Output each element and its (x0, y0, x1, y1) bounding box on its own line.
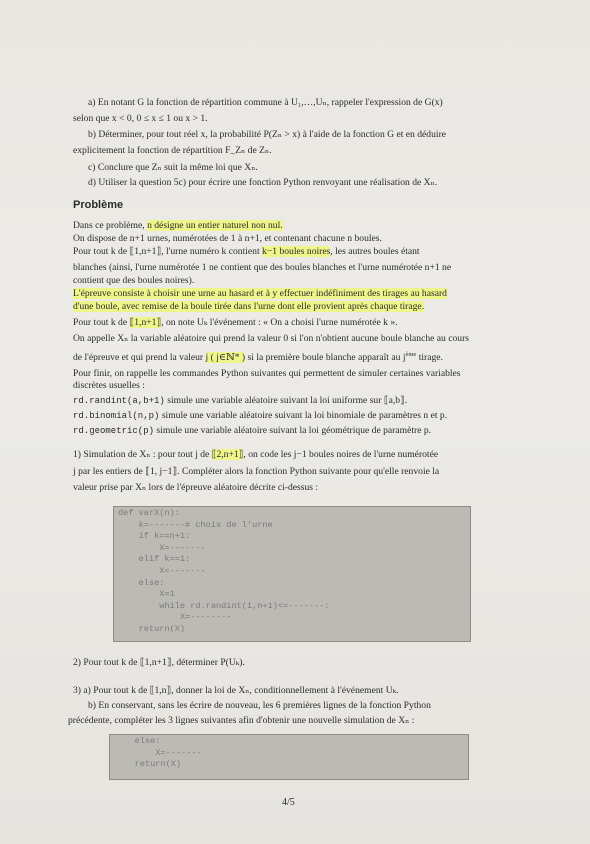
page-number: 4/5 (282, 797, 295, 808)
superscript-eme: ème (405, 351, 417, 358)
intro-line-3 (73, 245, 420, 259)
section-title: Problème (73, 199, 124, 211)
question-1-line-1 (73, 448, 438, 462)
intro-line-1-start: Dans ce problème, (73, 220, 148, 231)
question-4c: c) Conclure que Zₙ suit la même loi que Xₙ. (88, 162, 258, 173)
command-geometric-code: rd.geometric(p) (73, 426, 155, 436)
code-line: else: (114, 736, 161, 746)
command-binomial (73, 409, 447, 424)
code-new-simulation (114, 736, 202, 771)
intro-line-10-mid: si la première boule blanche apparaît au j (245, 352, 406, 364)
intro-line-10 (73, 348, 443, 365)
question-1-line-2: j par les entiers de ⟦1, j−1⟧. Compléter alors la fonction Python suivante pour qu'elle renvoie la (73, 466, 440, 477)
code-line: else: (118, 577, 165, 588)
intro-line-7 (73, 300, 424, 314)
highlight-interval-2: ⟦2,n+1⟧ (211, 449, 244, 460)
highlight-j: j ( j∈ℕ* ) (205, 352, 246, 364)
code-line: k=-------# choix de l'urne (118, 519, 273, 530)
intro-line-9: On appelle Xₙ la variable aléatoire qui prend la valeur 0 si l'on n'obtient aucune boule blanche au cours (73, 333, 470, 344)
code-line: X=------- (118, 565, 206, 576)
command-binomial-code: rd.binomial(n,p) (73, 411, 160, 421)
question-2: 2) Pour tout k de ⟦1,n+1⟧, déterminer P(Uₖ). (73, 657, 245, 668)
highlight-interval: ⟦1,n+1⟧ (129, 317, 162, 328)
intro-line-1 (73, 219, 283, 233)
question-4b: b) Déterminer, pour tout réel x, la probabilité P(Zₙ > x) à l'aide de la fonction G et en déduire (88, 129, 447, 140)
intro-line-2: On dispose de n+1 urnes, numérotées de 1 à n+1, et contenant chacune n boules. (73, 233, 382, 244)
intro-line-10-end: tirage. (416, 352, 443, 364)
highlight-black-balls: k−1 boules noires (262, 246, 331, 257)
code-line: X=-------- (118, 612, 232, 623)
command-randint-desc: simule une variable aléatoire suivant la loi uniforme sur ⟦a,b⟧. (164, 395, 408, 406)
code-line: while rd.randint(1,n+1)<=-------: (118, 600, 330, 611)
command-geometric-desc: simule une variable aléatoire suivant la loi géométrique de paramètre p. (154, 425, 432, 436)
question-4a: a) En notant G la fonction de répartition commune à U₁,…,Uₙ, rappeler l'expression de G(x) (88, 97, 443, 108)
highlight-n-definition: n désigne un entier naturel non nul. (147, 220, 283, 231)
code-line: if k==n+1: (118, 531, 191, 542)
code-line: def varX(n): (118, 508, 180, 518)
intro-line-3-end: , les autres boules étant (330, 246, 420, 257)
command-binomial-desc: simule une variable aléatoire suivant la loi binomiale de paramètres n et p. (159, 410, 448, 421)
intro-line-3-start: Pour tout k de ⟦1,n+1⟧, l'urne numéro k contient (73, 246, 263, 257)
intro-line-8 (73, 316, 398, 330)
intro-line-8-end: , on note Uₖ l'événement : « On a choisi l'urne numérotée k ». (161, 317, 398, 328)
intro-line-12: discrètes usuelles : (73, 380, 145, 391)
highlight-epreuve-1: L'épreuve consiste à choisir une urne au hasard et à y effectuer indéfiniment des tirages au hasard (73, 288, 447, 299)
question-3b-line-2: précédente, compléter les 3 lignes suivantes afin d'obtenir une nouvelle simulation de Xₙ : (68, 715, 415, 726)
question-1-start: 1) Simulation de Xₙ : pour tout j de (73, 449, 212, 460)
intro-line-4: blanches (ainsi, l'urne numérotée 1 ne contient que des boules blanches et l'urne numérotée n+1 ne (73, 262, 452, 273)
code-line: elif k==1: (118, 554, 191, 565)
intro-line-11: Pour finir, on rappelle les commandes Python suivantes qui permettent de simuler certaines variables (73, 368, 461, 379)
command-randint (73, 394, 407, 409)
code-varX (118, 508, 329, 636)
intro-line-6 (73, 287, 447, 301)
command-randint-code: rd.randint(a,b+1) (73, 396, 165, 406)
intro-line-8-start: Pour tout k de (73, 317, 130, 328)
code-line: return(X) (118, 623, 186, 634)
code-line: return(X) (114, 759, 182, 770)
code-line: X=1 (118, 589, 175, 600)
question-1-end: , on code les j−1 boules noires de l'urne numérotée (243, 449, 439, 460)
highlight-epreuve-2: d'une boule, avec remise de la boule tirée dans l'urne dont elle provient après chaque tirage. (73, 301, 425, 312)
question-3b-line-1: b) En conservant, sans les écrire de nouveau, les 6 premières lignes de la fonction Python (88, 700, 431, 711)
question-4d: d) Utiliser la question 5c) pour écrire une fonction Python renvoyant une réalisation de Xₙ. (88, 177, 438, 188)
question-3a: 3) a) Pour tout k de ⟦1,n⟧, donner la loi de Xₙ, conditionnellement à l'événement Uₖ. (73, 685, 399, 696)
question-4a-cont: selon que x < 0, 0 ≤ x ≤ 1 ou x > 1. (73, 113, 208, 124)
code-line: X=------- (118, 542, 206, 553)
intro-line-10-start: de l'épreuve et qui prend la valeur (73, 352, 206, 364)
code-line: X=------- (114, 747, 202, 758)
question-1-line-3: valeur prise par Xₙ lors de l'épreuve aléatoire décrite ci-dessus : (73, 482, 319, 493)
intro-line-5: contient que des boules noires). (73, 275, 195, 286)
command-geometric (73, 424, 431, 439)
question-4b-cont: explicitement la fonction de répartition F_Zₙ de Zₙ. (73, 145, 272, 156)
